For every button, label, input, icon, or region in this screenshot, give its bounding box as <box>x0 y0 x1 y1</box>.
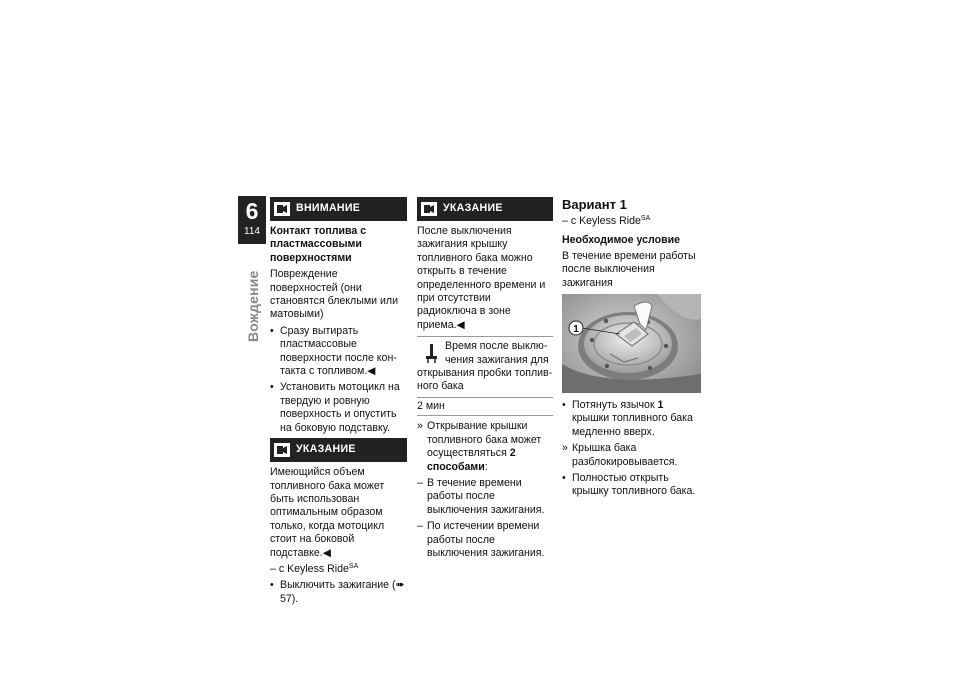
note-banner-label: УКАЗАНИЕ <box>296 443 356 456</box>
spec-text-rest: открывания пробки топливного бака <box>417 367 553 393</box>
note-banner-label: УКАЗАНИЕ <box>443 202 503 215</box>
chapter-number: 6 <box>245 198 259 224</box>
step-marker: » <box>562 442 568 455</box>
list-item <box>562 442 701 469</box>
warning-banner <box>270 197 407 221</box>
step-marker: • <box>562 399 566 412</box>
section-heading: Вариант 1 <box>562 197 627 212</box>
list-item <box>270 381 407 435</box>
list-item-text: Выключить зажигание ( <box>280 579 396 592</box>
step-marker: • <box>562 472 566 485</box>
chapter-tab <box>238 196 266 244</box>
result-marker: » <box>417 420 423 433</box>
note-icon <box>421 202 437 216</box>
spec-value: 2 мин <box>417 399 445 412</box>
figure-callout-label: 1 <box>573 324 579 336</box>
bullet-list <box>270 579 407 606</box>
note-paragraph: Имеющийся объем топливного бака может быть использован оптимальным образом только, когда мотоцикл стоит на боковой подставке.◀ <box>270 466 385 559</box>
page-number: 114 <box>244 226 260 237</box>
page-ref-arrow-icon: ➠ <box>395 579 405 592</box>
note-icon <box>274 443 290 457</box>
list-item-text: В течение времени работы после выключения зажигания. <box>427 476 545 516</box>
step-bold-ref: 1 <box>657 399 664 412</box>
warning-icon <box>274 202 290 216</box>
list-item-text: Установить мотоцикл на твердую и ровную поверхность и опустить на боковую подставку. <box>280 381 400 434</box>
list-item <box>270 325 407 379</box>
step-text: Потянуть язычок <box>572 399 658 412</box>
result-suffix: : <box>484 460 488 473</box>
list-item-text: По истечении времени работы после выключения зажигания. <box>427 520 545 559</box>
list-item <box>562 472 701 499</box>
list-item <box>562 399 701 439</box>
warning-banner-label: ВНИМАНИЕ <box>296 202 361 215</box>
result-text: Открывание крышки топливного бака может осуществляться <box>427 420 542 460</box>
column-2 <box>417 197 553 563</box>
chapter-title-wrap <box>238 252 266 342</box>
keyless-ride-line <box>270 563 407 576</box>
keyless-ride-text: – с Keyless Ride <box>270 562 349 575</box>
warning-paragraph: Повреждение поверхностей (они становятся блеклыми или матовыми) <box>270 268 398 321</box>
condition-paragraph: В течение времени работы после выключения зажигания <box>562 249 696 289</box>
spec-text-line1: Время после выключения зажигания для <box>445 340 549 366</box>
list-item-text: Сразу вытирать пластмассовые поверхности после контакта с топливом.◀ <box>280 324 397 378</box>
list-item <box>270 579 407 606</box>
spec-tool-icon <box>425 343 439 365</box>
page-ref[interactable]: 57). <box>280 592 299 605</box>
note-banner <box>270 438 407 462</box>
option-sup: SA <box>348 562 359 570</box>
chapter-sidebar <box>238 196 266 342</box>
result-bold-text: 2 способами <box>427 447 516 473</box>
step-text: Полностью открыть крышку топливного бака. <box>572 472 696 498</box>
bullet-marker: • <box>270 381 274 394</box>
column-1 <box>270 197 407 609</box>
column-3 <box>562 197 701 502</box>
result-list <box>417 420 553 560</box>
bullet-marker: • <box>270 324 274 337</box>
chapter-title: Вождение <box>245 270 261 342</box>
warning-heading: Контакт топлива с пластмассовыми поверхностями <box>270 225 367 264</box>
bullet-marker: • <box>270 579 274 592</box>
step-list <box>562 399 701 499</box>
keyless-ride-line <box>562 215 701 228</box>
note-paragraph: После выключения зажигания крышку топливного бака можно открыть в течение определенного времени и при отсутствии радиоключа в зоне приема.◀ <box>417 225 546 331</box>
list-item <box>417 477 553 517</box>
keyless-ride-text: – с Keyless Ride <box>562 215 641 227</box>
fuel-cap-illustration <box>562 294 701 393</box>
step-text-post: крышки топливного бака медленно вверх. <box>572 412 693 438</box>
spec-description <box>417 337 553 398</box>
spec-box <box>417 336 553 416</box>
dash-marker: – <box>417 476 423 489</box>
step-text: Крышка бака разблокировывается. <box>572 442 678 468</box>
list-item <box>417 420 553 474</box>
option-sup: SA <box>640 215 651 222</box>
dash-marker: – <box>417 520 423 533</box>
list-item <box>417 520 553 560</box>
fuel-cap-figure <box>562 294 701 393</box>
subheading: Необходимое условие <box>562 234 680 247</box>
note-banner <box>417 197 553 221</box>
bullet-list <box>270 325 407 435</box>
